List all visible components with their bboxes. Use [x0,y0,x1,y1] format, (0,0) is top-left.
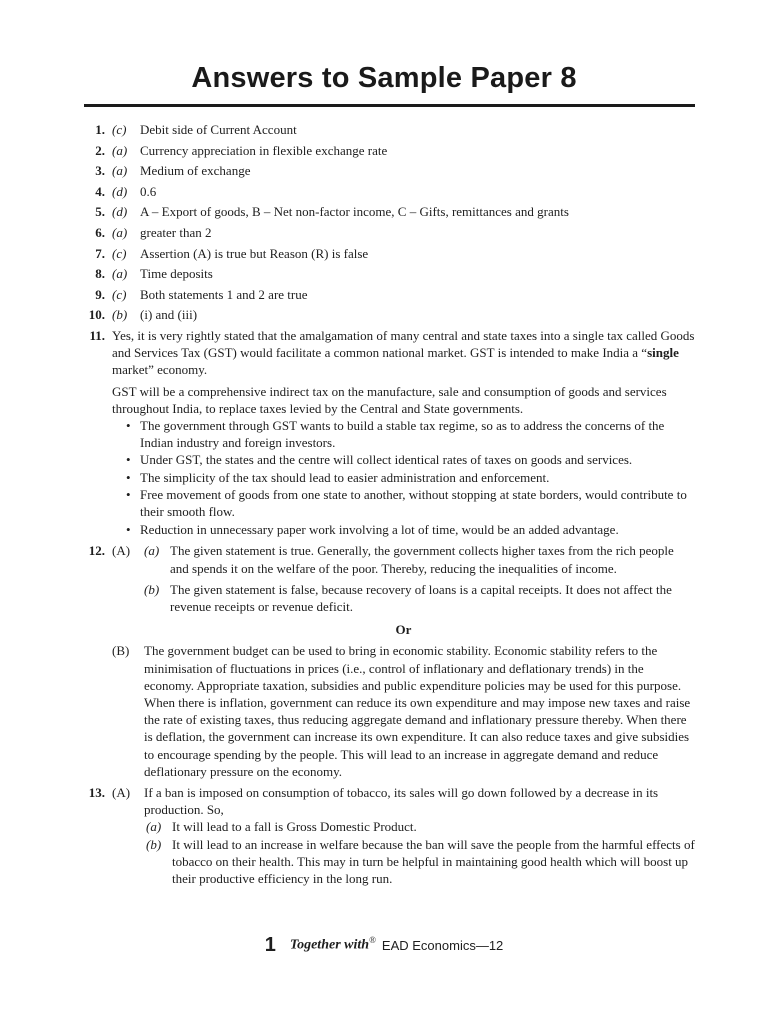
answer-number: 8. [95,266,105,282]
part-label: (A) [112,543,131,559]
answer-option: (d) [112,183,128,199]
bullet-item: • Under GST, the states and the centre will collect identical rates of taxes on goods and services. [112,451,695,468]
sub-text: It will lead to a fall is Gross Domestic Product. [172,819,417,835]
answer-text: 0.6 [140,183,157,199]
sub-answer [146,818,695,835]
answer-3 [84,162,695,179]
answer-text: Time deposits [140,266,213,282]
answer-text: Assertion (A) is true but Reason (R) is false [140,245,369,261]
answer-number: 7. [95,245,105,261]
answer-number: 2. [95,142,105,158]
answer-text: Debit side of Current Account [140,122,297,137]
answer-text: greater than 2 [140,224,212,240]
bullet-item: • The simplicity of the tax should lead to easier administration and enforcement. [112,469,695,486]
answer-text: Medium of exchange [140,163,251,179]
answer-13-part-a [112,784,695,887]
part-text: If a ban is imposed on consumption of tobacco, its sales will go down followed by a decrease in its production. So, [144,785,659,818]
sub-answer [146,836,695,888]
answer-option: (a) [112,142,128,158]
answer-number: 11. [89,327,105,343]
answer-number: 10. [88,307,105,323]
answer-1 [84,121,695,138]
answer-11-bullets [112,417,695,538]
page-footer [0,934,768,957]
answer-number: 5. [95,204,105,220]
publisher-brand: Together with [289,937,370,953]
part-text: The government budget can be used to bring in economic stability. Economic stability refers to the minimisation of fluctuations in prices (i.e., control of inflationary and deflationary trends) in the economy. Appropriate taxation, subsidies and public expenditure policies may be used for this purpose. When there is inflation, government can reduce its own expenditure and may impose new taxes and raise the rate of existing taxes, thus reducing aggregate demand and inflationary pressure thereby. When there is deflation, the government can increase its own expenditure. It can also reduce taxes and give subsidies to encourage spending by the people. This will lead to an increase in aggregate demand and reduce deflationary pressure on the economy. [144,643,691,779]
answer-number: 3. [95,163,105,179]
sub-text: The given statement is true. Generally, the government collects higher taxes from the rich people and spends it on the welfare of the poor. Thereby, reducing the inequalities of income. [170,543,674,576]
answer-text: Currency appreciation in flexible exchange rate [140,142,388,158]
answer-7 [84,245,695,262]
answer-option: (d) [112,204,128,220]
sub-option: (b) [144,581,160,597]
answer-10 [84,306,695,323]
answer-11-intro [112,327,695,379]
book-title: EAD Economics—12 [381,938,504,953]
answer-4 [84,183,695,200]
answers-content [84,121,695,887]
page-number: 1 [264,934,276,956]
answer-8 [84,265,695,282]
answer-text: A – Export of goods, B – Net non-factor income, C – Gifts, remittances and grants [140,204,569,220]
answer-number: 4. [95,183,105,199]
intro-text-end: market” economy. [112,362,208,378]
sub-option: (a) [146,819,162,835]
answer-11-paragraph: GST will be a comprehensive indirect tax on the manufacture, sale and consumption of goods and services throughout India, to replace taxes levied by the Central and State governments. [112,383,667,416]
answer-number: 6. [95,224,105,240]
answer-9 [84,286,695,303]
answer-option: (a) [112,163,128,179]
bullet-item: • The government through GST wants to build a stable tax regime, so as to address the concerns of the Indian industry and foreign investors. [112,417,695,451]
sub-text: It will lead to an increase in welfare because the ban will save the people from the harmful effects of tobacco on their health. This may in turn be helpful in maintaining good health which will boost up their productive efficiency in the long run. [172,836,695,887]
sub-answer [144,542,695,576]
page-title: Answers to Sample Paper 8 [191,62,577,94]
answer-text: (i) and (iii) [140,307,198,323]
bullet-item: • Free movement of goods from one state to another, without stopping at state borders, would contribute to their smooth flow. [112,486,695,520]
answer-12-part-b [112,642,695,780]
sub-answer [144,581,695,615]
emphasis-text: single [647,345,679,361]
part-label: (B) [112,643,130,659]
answer-11 [84,327,695,538]
bullet-item: • Reduction in unnecessary paper work involving a lot of time, would be an added advantage. [112,521,695,538]
answer-option: (c) [112,122,127,137]
answer-number: 1. [95,122,105,137]
answer-option: (b) [112,307,128,323]
part-label: (A) [112,785,131,801]
sub-option: (a) [144,543,160,559]
or-separator: Or [395,622,412,638]
answer-5 [84,203,695,220]
intro-text: Yes, it is very rightly stated that the amalgamation of many central and state taxes into a single tax called Goods and Services Tax (GST) would facilitate a common national market. GST is intended to make India a “ [112,327,695,361]
answer-number: 12. [88,543,105,559]
title-rule [84,104,695,107]
answer-2 [84,142,695,159]
answer-13 [84,784,695,887]
answer-text: Both statements 1 and 2 are true [140,286,308,302]
answer-number: 9. [95,286,105,302]
answer-12-part-a [112,542,695,615]
answer-6 [84,224,695,241]
answer-option: (a) [112,224,128,240]
answer-option: (c) [112,286,127,302]
answer-12 [84,542,695,780]
sub-option: (b) [146,836,162,852]
answer-option: (c) [112,245,127,261]
sub-text: The given statement is false, because recovery of loans is a capital receipts. It does not affect the revenue receipts or revenue deficit. [170,581,672,614]
answer-number: 13. [88,785,105,801]
answer-option: (a) [112,266,128,282]
registered-mark: ® [369,934,376,945]
